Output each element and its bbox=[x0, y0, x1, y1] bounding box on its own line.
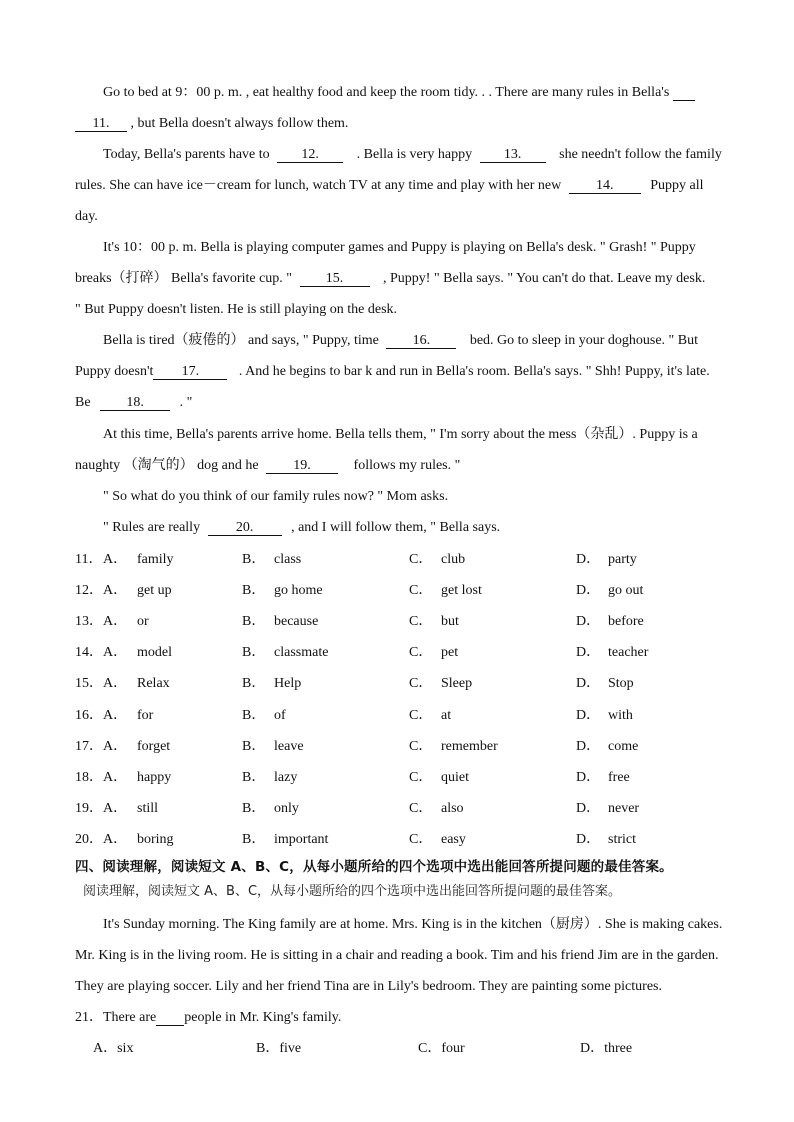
passage-text: she needn't follow the family bbox=[559, 147, 722, 162]
option-c[interactable]: quiet bbox=[441, 770, 469, 785]
section-heading: 四、阅读理解，阅读短文 A、B、C，从每小题所给的四个选项中选出能回答所提问题的最佳答案。 bbox=[75, 859, 673, 875]
reading-text: It's Sunday morning. The King family are at home. Mrs. King is in the kitchen（厨房）. She is making cakes. bbox=[103, 917, 723, 932]
option-b[interactable]: classmate bbox=[274, 645, 329, 660]
question-row bbox=[75, 800, 755, 818]
option-d[interactable]: strict bbox=[608, 832, 636, 847]
option-letter: C． bbox=[409, 770, 433, 785]
passage-line bbox=[75, 301, 755, 319]
question-row bbox=[75, 551, 755, 569]
question-number: 12． bbox=[75, 583, 103, 598]
option-b[interactable]: because bbox=[274, 614, 319, 629]
option-a[interactable]: for bbox=[137, 708, 154, 723]
option-21-d[interactable]: D．three bbox=[580, 1041, 633, 1056]
option-letter: C． bbox=[409, 614, 433, 629]
question-row bbox=[75, 582, 755, 600]
option-letter: A． bbox=[103, 583, 128, 598]
option-letter: D． bbox=[576, 645, 601, 660]
question-row bbox=[75, 707, 755, 725]
reading-line bbox=[75, 947, 755, 965]
option-b[interactable]: go home bbox=[274, 583, 323, 598]
option-a[interactable]: forget bbox=[137, 739, 171, 754]
option-letter: D． bbox=[576, 708, 601, 723]
passage-text: naughty （淘气的） dog and he bbox=[75, 458, 259, 473]
passage-text: , but Bella doesn't always follow them. bbox=[130, 116, 349, 131]
passage-text: " Rules are really bbox=[103, 520, 201, 535]
passage-text: " But Puppy doesn't listen. He is still playing on the desk. bbox=[75, 302, 398, 317]
question-row bbox=[75, 769, 755, 787]
passage-line bbox=[103, 239, 783, 257]
question-row bbox=[75, 675, 755, 693]
option-d[interactable]: teacher bbox=[608, 645, 649, 660]
option-letter: D． bbox=[576, 739, 601, 754]
option-a[interactable]: Relax bbox=[137, 676, 170, 691]
option-d[interactable]: come bbox=[608, 739, 639, 754]
option-letter: A． bbox=[103, 676, 128, 691]
passage-text: . Bella is very happy bbox=[356, 147, 473, 162]
option-a[interactable]: model bbox=[137, 645, 172, 660]
option-c[interactable]: pet bbox=[441, 645, 459, 660]
option-letter: A． bbox=[103, 614, 128, 629]
reading-line bbox=[75, 978, 755, 996]
question-number: 13． bbox=[75, 614, 103, 629]
option-a[interactable]: or bbox=[137, 614, 149, 629]
option-a[interactable]: still bbox=[137, 801, 159, 816]
passage-text: " So what do you think of our family rules now? " Mom asks. bbox=[103, 489, 449, 504]
option-d[interactable]: free bbox=[608, 770, 630, 785]
option-letter: C． bbox=[409, 801, 433, 816]
option-21-a[interactable]: A．six bbox=[93, 1041, 134, 1056]
passage-text: , Puppy! " Bella says. " You can't do that. Leave my desk. bbox=[383, 271, 706, 286]
passage-text: breaks（打碎） Bella's favorite cup. " bbox=[75, 271, 293, 286]
passage-line bbox=[103, 84, 783, 102]
passage-text: follows my rules. " bbox=[353, 458, 461, 473]
option-letter: B． bbox=[242, 676, 266, 691]
option-d[interactable]: never bbox=[608, 801, 640, 816]
passage-text: . " bbox=[179, 395, 193, 410]
option-d[interactable]: before bbox=[608, 614, 644, 629]
option-letter: A． bbox=[103, 645, 128, 660]
passage-text: Puppy doesn't bbox=[75, 364, 154, 379]
option-letter: B． bbox=[242, 832, 266, 847]
passage-line bbox=[103, 488, 783, 506]
question-number: 16． bbox=[75, 708, 103, 723]
question-row bbox=[75, 613, 755, 631]
option-letter: B． bbox=[242, 583, 266, 598]
question-row bbox=[75, 644, 755, 662]
option-letter: C． bbox=[409, 552, 433, 567]
option-letter: A． bbox=[103, 708, 128, 723]
option-letter: A． bbox=[103, 770, 128, 785]
passage-line bbox=[75, 177, 755, 195]
option-c[interactable]: at bbox=[441, 708, 452, 723]
option-letter: A． bbox=[103, 739, 128, 754]
option-b[interactable]: only bbox=[274, 801, 299, 816]
blank-15[interactable]: 15. bbox=[300, 271, 370, 287]
blank-18[interactable]: 18. bbox=[100, 395, 170, 411]
option-letter: B． bbox=[242, 614, 266, 629]
option-letter: C． bbox=[409, 583, 433, 598]
option-letter: C． bbox=[409, 832, 433, 847]
blank-14[interactable]: 14. bbox=[569, 178, 641, 194]
option-b[interactable]: important bbox=[274, 832, 329, 847]
option-a[interactable]: family bbox=[137, 552, 174, 567]
option-d[interactable]: go out bbox=[608, 583, 644, 598]
passage-text: . And he begins to bar k and run in Bella's room. Bella's says. " Shh! Puppy, it's late. bbox=[238, 364, 710, 379]
question-row bbox=[75, 831, 755, 849]
question-number: 19． bbox=[75, 801, 103, 816]
blank-21[interactable] bbox=[156, 1010, 184, 1026]
option-a[interactable]: happy bbox=[137, 770, 172, 785]
question-number: 11． bbox=[75, 552, 103, 567]
passage-text: bed. Go to sleep in your doghouse. " But bbox=[469, 333, 698, 348]
option-letter: B． bbox=[242, 645, 266, 660]
option-letter: D． bbox=[576, 583, 601, 598]
passage-line bbox=[75, 457, 755, 475]
passage-text: Go to bed at 9：00 p. m. , eat healthy food and keep the room tidy. . . There are many rules in Bella's bbox=[103, 85, 670, 100]
option-b[interactable]: lazy bbox=[274, 770, 298, 785]
reading-line bbox=[103, 916, 783, 934]
question-row bbox=[75, 738, 755, 756]
blank-17[interactable]: 17. bbox=[153, 364, 227, 380]
option-b[interactable]: Help bbox=[274, 676, 302, 691]
passage-text: rules. She can have ice－cream for lunch, watch TV at any time and play with her new bbox=[75, 178, 562, 193]
option-letter: B． bbox=[242, 801, 266, 816]
option-letter: D． bbox=[576, 614, 601, 629]
blank-20[interactable]: 20. bbox=[208, 520, 282, 536]
option-d[interactable]: with bbox=[608, 708, 633, 723]
option-21-c[interactable]: C．four bbox=[418, 1041, 465, 1056]
passage-line bbox=[75, 363, 755, 381]
blank-13[interactable]: 13. bbox=[480, 147, 546, 163]
passage-text: It's 10：00 p. m. Bella is playing computer games and Puppy is playing on Bella's desk. " Grash! " Puppy bbox=[103, 240, 696, 255]
option-c[interactable]: Sleep bbox=[441, 676, 473, 691]
option-a[interactable]: get up bbox=[137, 583, 172, 598]
option-b[interactable]: of bbox=[274, 708, 286, 723]
option-c[interactable]: also bbox=[441, 801, 464, 816]
option-letter: C． bbox=[409, 645, 433, 660]
option-c[interactable]: easy bbox=[441, 832, 466, 847]
option-b[interactable]: class bbox=[274, 552, 302, 567]
question-number: 17． bbox=[75, 739, 103, 754]
section-subheading: 阅读理解，阅读短文 A、B、C，从每小题所给的四个选项中选出能回答所提问题的最佳答案。 bbox=[83, 884, 622, 899]
option-a[interactable]: boring bbox=[137, 832, 174, 847]
option-letter: A． bbox=[103, 552, 128, 567]
passage-text: Today, Bella's parents have to bbox=[103, 147, 270, 162]
reading-text: They are playing soccer. Lily and her friend Tina are in Lily's bedroom. They are painting some pictures. bbox=[75, 979, 662, 994]
option-letter: D． bbox=[576, 552, 601, 567]
passage-text: Be bbox=[75, 395, 91, 410]
option-letter: C． bbox=[409, 708, 433, 723]
blank-12[interactable]: 12. bbox=[277, 147, 343, 163]
option-letter: B． bbox=[242, 552, 266, 567]
question-number: 20． bbox=[75, 832, 103, 847]
passage-line bbox=[103, 426, 783, 444]
option-d[interactable]: party bbox=[608, 552, 637, 567]
question-number: 14． bbox=[75, 645, 103, 660]
blank-19[interactable]: 19. bbox=[266, 458, 338, 474]
passage-line bbox=[75, 115, 755, 133]
option-d[interactable]: Stop bbox=[608, 676, 634, 691]
question-text: people in Mr. King's family. bbox=[184, 1010, 342, 1025]
option-letter: D． bbox=[576, 676, 601, 691]
option-letter: B． bbox=[242, 739, 266, 754]
option-letter: D． bbox=[576, 832, 601, 847]
option-c[interactable]: club bbox=[441, 552, 466, 567]
passage-line bbox=[75, 208, 755, 226]
passage-line bbox=[103, 519, 783, 537]
question-number: 15． bbox=[75, 676, 103, 691]
option-letter: D． bbox=[576, 770, 601, 785]
option-letter: D． bbox=[576, 801, 601, 816]
option-b[interactable]: leave bbox=[274, 739, 304, 754]
passage-line bbox=[75, 270, 755, 288]
passage-text: day. bbox=[75, 209, 98, 224]
passage-line bbox=[103, 332, 783, 350]
option-letter: B． bbox=[242, 708, 266, 723]
passage-text: At this time, Bella's parents arrive home. Bella tells them, " I'm sorry about the mess（杂乱）. Puppy is a bbox=[103, 427, 698, 442]
option-letter: A． bbox=[103, 832, 128, 847]
question-21 bbox=[75, 1009, 755, 1027]
question-text: 21．There are bbox=[75, 1010, 157, 1025]
passage-line bbox=[103, 146, 783, 164]
passage-text: Bella is tired（疲倦的） and says, " Puppy, time bbox=[103, 333, 379, 348]
question-number: 18． bbox=[75, 770, 103, 785]
option-c[interactable]: get lost bbox=[441, 583, 482, 598]
option-c[interactable]: but bbox=[441, 614, 459, 629]
option-letter: C． bbox=[409, 739, 433, 754]
passage-text: Puppy all bbox=[650, 178, 704, 193]
passage-line bbox=[75, 394, 755, 412]
blank-11-start bbox=[673, 85, 695, 101]
option-letter: A． bbox=[103, 801, 128, 816]
option-c[interactable]: remember bbox=[441, 739, 498, 754]
reading-text: Mr. King is in the living room. He is sitting in a chair and reading a book. Tim and his friend Jim are in the garden. bbox=[75, 948, 719, 963]
passage-text: , and I will follow them, " Bella says. bbox=[291, 520, 501, 535]
blank-11[interactable]: 11. bbox=[75, 116, 127, 132]
option-letter: C． bbox=[409, 676, 433, 691]
option-letter: B． bbox=[242, 770, 266, 785]
option-21-b[interactable]: B．five bbox=[256, 1041, 302, 1056]
blank-16[interactable]: 16. bbox=[386, 333, 456, 349]
